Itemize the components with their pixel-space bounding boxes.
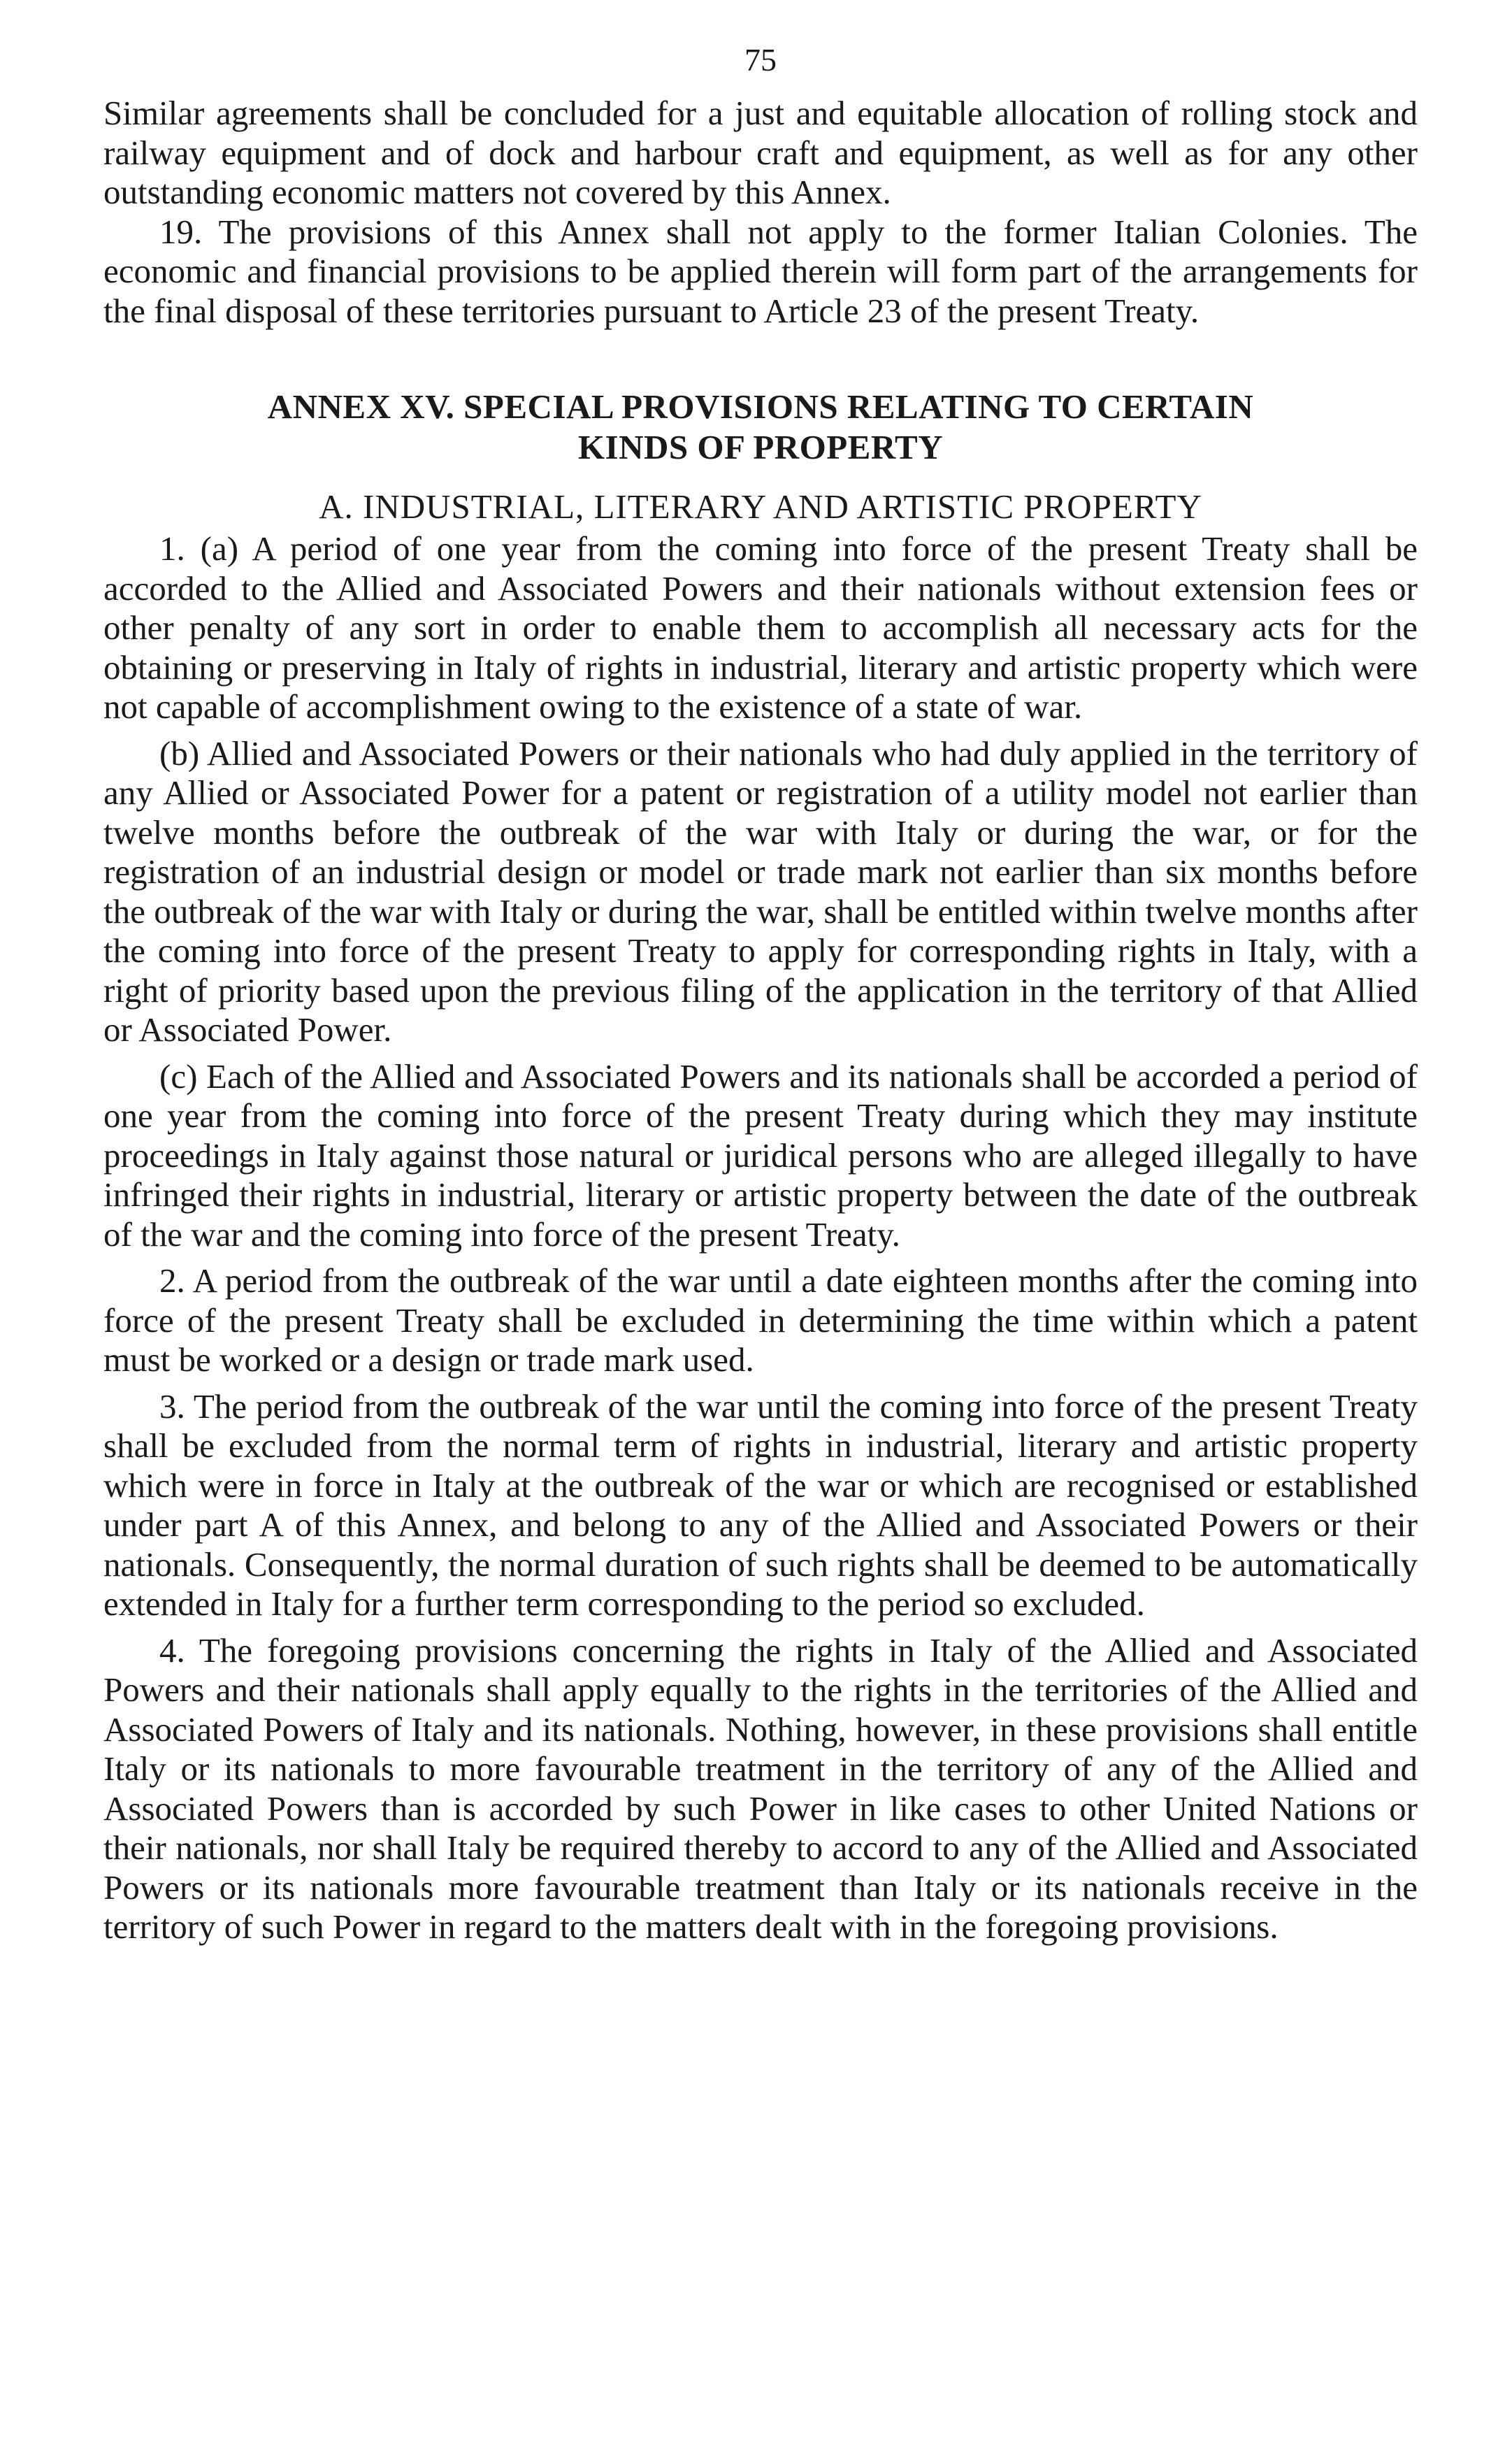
- paragraph-1b: (b) Allied and Associated Powers or their nationals who had duly applied in the territory of any Allied or Associated Power for a patent or registration of a utility model not earlier than twelve months before the outbreak of the war with Italy or during the war, or for the registration of an industrial design or model or trade mark not earlier than six months before the outbreak of the war with Italy or during the war, shall be entitled within twelve months after the coming into force of the present Treaty to apply for corresponding rights in Italy, with a right of priority based upon the previous filing of the application in the territory of that Allied or Associated Power.: [103, 733, 1418, 1049]
- annex-title-line-2: KINDS OF PROPERTY: [577, 428, 944, 466]
- paragraph-1a: 1. (a) A period of one year from the coming into force of the present Treaty shall be accorded to the Allied and Associated Powers and their nationals without extension fees or other penalty of any sort in order to enable them to accomplish all necessary acts for the obtaining or preserving in Italy of rights in industrial, literary and artistic property which were not capable of accomplishment owing to the existence of a state of war.: [103, 529, 1418, 726]
- annex-title-line-1: ANNEX XV. SPECIAL PROVISIONS RELATING TO CERTAIN: [267, 387, 1254, 426]
- paragraph-2: 2. A period from the outbreak of the war until a date eighteen months after the coming into force of the present Treaty shall be excluded in determining the time within which a patent must be worked or a design or trade mark used.: [103, 1261, 1418, 1379]
- page-number: 75: [744, 42, 777, 78]
- document-page: [103, 41, 1418, 1947]
- paragraph-19: 19. The provisions of this Annex shall not apply to the former Italian Colonies. The economic and financial provisions to be applied therein will form part of the arrangements for the final disposal of these territories pursuant to Article 23 of the present Treaty.: [103, 212, 1418, 330]
- paragraph-4: 4. The foregoing provisions concerning the rights in Italy of the Allied and Associated Powers and their nationals shall apply equally to the rights in the territories of the Allied and Associated Powers of Italy and its nationals. Nothing, however, in these provisions shall entitle Italy or its nationals to more favourable treatment in the territory of any of the Allied and Associated Powers than is accorded by such Power in like cases to other United Nations or their nationals, nor shall Italy be required thereby to accord to any of the Allied and Associated Powers or its nationals more favourable treatment than Italy or its nationals receive in the territory of such Power in regard to the matters dealt with in the foregoing provisions.: [103, 1630, 1418, 1946]
- paragraph-similar-agreements: Similar agreements shall be concluded for a just and equitable allocation of rolling stock and railway equipment and of dock and harbour craft and equipment, as well as for any other outstanding economic matters not covered by this Annex.: [103, 94, 1418, 211]
- section-heading-a: A. INDUSTRIAL, LITERARY AND ARTISTIC PROPERTY: [319, 487, 1202, 526]
- annex-title: [103, 387, 1418, 468]
- paragraph-3: 3. The period from the outbreak of the war until the coming into force of the present Treaty shall be excluded from the normal term of rights in industrial, literary and artistic property which were in force in Italy at the outbreak of the war or which are recognised or established under part A of this Annex, and belong to any of the Allied and Associated Powers or their nationals. Consequently, the normal duration of such rights shall be deemed to be automatically extended in Italy for a further term corresponding to the period so excluded.: [103, 1386, 1418, 1623]
- paragraph-1c: (c) Each of the Allied and Associated Powers and its nationals shall be accorded a period of one year from the coming into force of the present Treaty during which they may institute proceedings in Italy against those natural or juridical persons who are alleged illegally to have infringed their rights in industrial, literary or artistic property between the date of the outbreak of the war and the coming into force of the present Treaty.: [103, 1056, 1418, 1254]
